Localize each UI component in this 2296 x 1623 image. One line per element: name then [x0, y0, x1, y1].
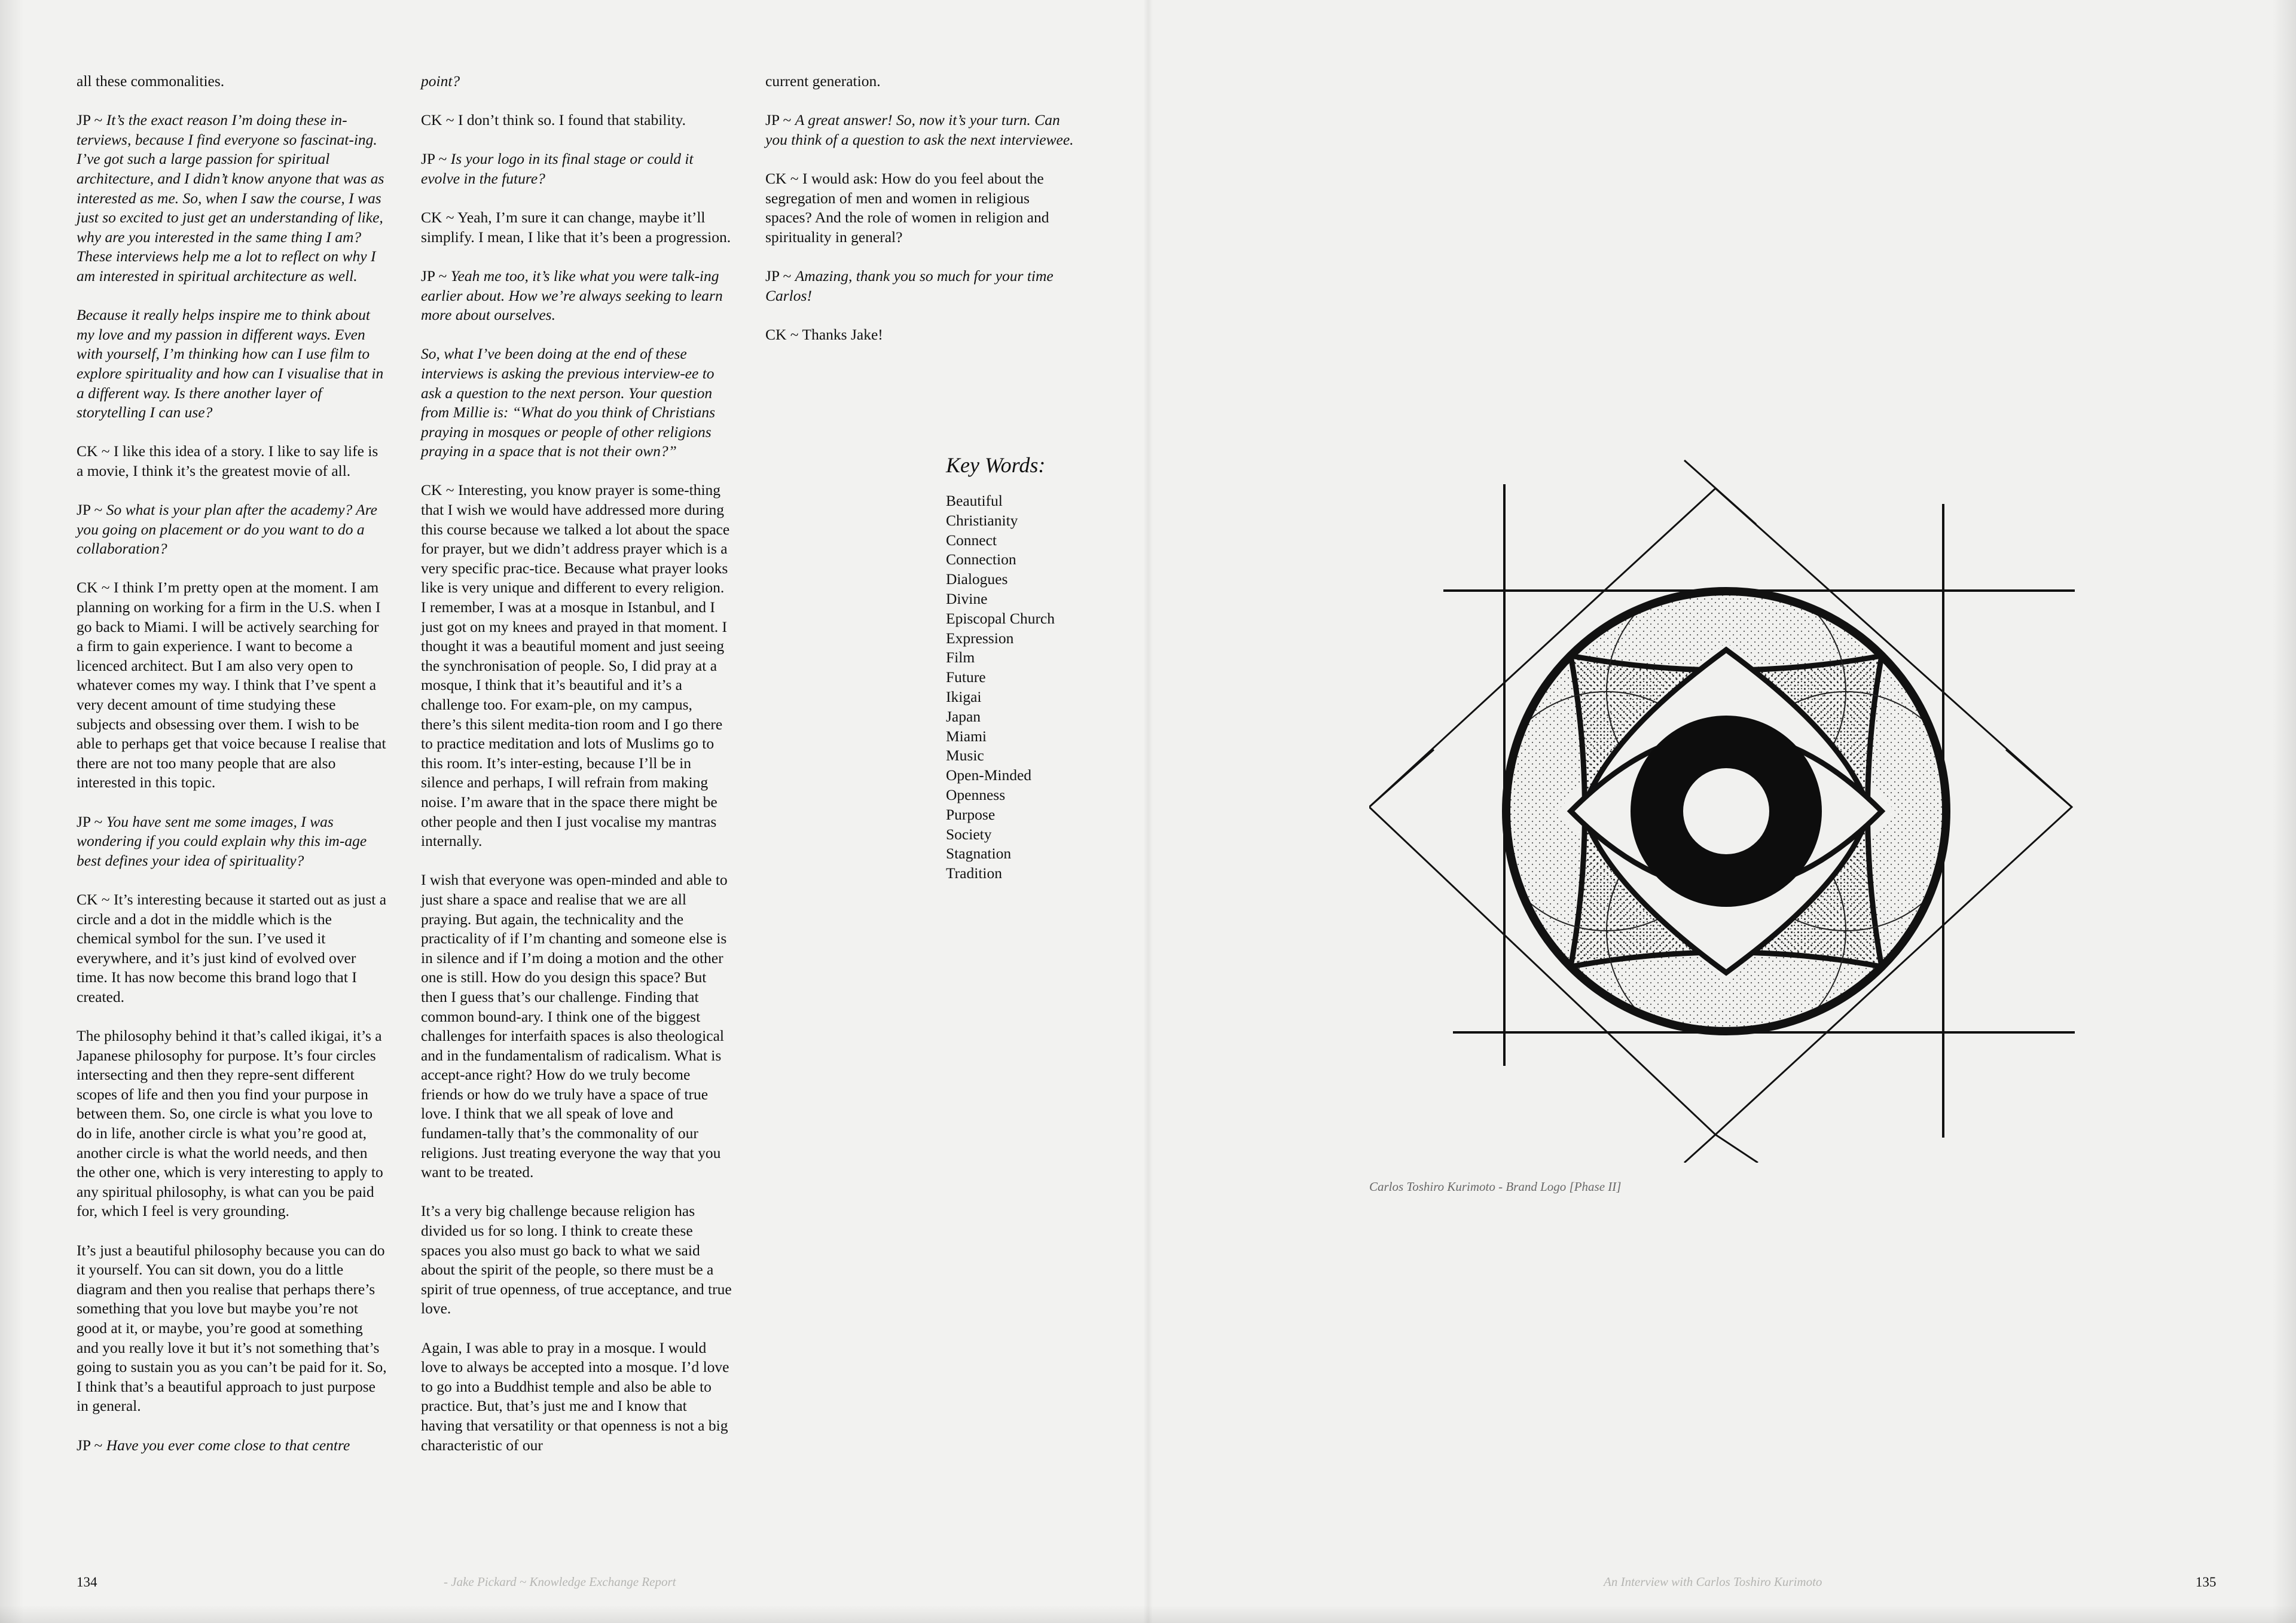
text-column-2	[421, 72, 732, 1455]
speaker-label: JP ~	[77, 812, 106, 830]
paragraph: CK ~ I think I’m pretty open at the moment. I am planning on working for a firm in the U.S. when I go back to Miami. I will be actively searching for a firm to gain experience. I want to become a licenced architect. But I am also very open to whatever comes my way. I think that I’ve spent a very decent amount of time studying these subjects and obsessing over them. I wish to be able to perhaps get that voice because I realise that there are not too many people that are also interested in this topic.	[77, 579, 386, 791]
interviewer-text: So, what I’ve been doing at the end of these interviews is asking the previous interview-ee to ask a question to the next person. Your question from Millie is: “What do you think of Christians praying in mosques or people of other religions praying in a space that is not their own?”	[421, 345, 716, 460]
paragraph: CK ~ Yeah, I’m sure it can change, maybe it’ll simplify. I mean, I like that it’s been a progression.	[421, 209, 731, 246]
keyword-item: Connection	[946, 551, 1016, 568]
paragraph: I remember, I was at a mosque in Istanbul, and I just got on my knees and prayed in that moment. I thought it was a beautiful moment and just seeing the synchronisation of people. So, I did pray at a mosque, I think that it’s beautiful and it’s a challenge too. For exam-ple, on my campus, there’s this silent medita-tion room and I go there to practice meditation and lots of Muslims go to this room. It’s inter-esting, because I’ll be in silence and perhaps, I will refrain from making noise. I’m aware that in the space there might be other people and then I just vocalise my mantras internally.	[421, 598, 728, 850]
paragraph	[77, 1436, 387, 1456]
page-edge-bottom	[0, 1605, 2296, 1623]
speaker-label: JP ~	[77, 1436, 106, 1454]
interviewer-text: Amazing, thank you so much for your time Carlos!	[765, 267, 1054, 304]
interviewer-text: It’s the exact reason I’m doing these in-terviews, because I find everyone so fascinat-ing. I’ve got such a large passion for spiritual architecture, and I didn’t know anyone that was as interested as me. So, when I saw the course, I was just so excited to just get an understanding of like, why are you interested in the same thing I am? These interviews help me a lot to reflect on why I am interested in spiritual architecture as well.	[77, 111, 384, 285]
page-edge-left	[0, 0, 24, 1623]
paragraph	[77, 111, 387, 286]
page-edge-right	[2272, 0, 2296, 1623]
interviewer-text: point?	[421, 72, 460, 90]
paragraph	[421, 267, 732, 325]
paragraph	[765, 111, 1076, 149]
keyword-item: Stagnation	[946, 845, 1012, 863]
keyword-item: Beautiful	[946, 492, 1003, 509]
paragraph: all these commonalities.	[77, 72, 225, 90]
keyword-item: Divine	[946, 589, 988, 607]
keywords-panel	[946, 452, 1149, 884]
interviewer-text: Because it really helps inspire me to think about my love and my passion in different ways. Even with yourself, I’m thinking how can I use film to explore spirituality and how can I visualise that in a different way. Is there another layer of storytelling I can use?	[77, 306, 384, 421]
paragraph	[765, 267, 1076, 305]
keywords-list	[946, 491, 1149, 884]
paragraph: CK ~ Interesting, you know prayer is some-thing that I wish we would have addressed more during this course because we talked a lot about the space for prayer, but we didn’t address prayer which is a very specific prac-tice. Because what prayer looks like is very unique and different to every religion.	[421, 481, 730, 597]
interviewer-text: A great answer! So, now it’s your turn. Can you think of a question to ask the next interviewee.	[765, 111, 1074, 148]
running-footer-right: An Interview with Carlos Toshiro Kurimoto	[1604, 1575, 1822, 1589]
keyword-item: Miami	[946, 727, 987, 745]
speaker-label: JP ~	[765, 111, 795, 129]
interviewer-text: You have sent me some images, I was wondering if you could explain why this im-age best defines your idea of spirituality?	[77, 812, 367, 869]
paragraph: current generation.	[765, 72, 881, 90]
keyword-item: Dialogues	[946, 570, 1008, 588]
keywords-title: Key Words:	[946, 453, 1046, 477]
keyword-item: Society	[946, 825, 992, 843]
paragraph: CK ~ Thanks Jake!	[765, 325, 883, 343]
paragraph: I wish that everyone was open-minded and able to just share a space and realise that we are all praying. But again, the technicality and the practicality of if I’m chanting and someone else is in silence and if I’m doing a motion and the other one is still. How do you design this space? But then I guess that’s our challenge. Finding that common bound-ary. I think one of the biggest challenges for interfaith spaces is also theological and in the fundamentalism of radicalism. What is accept-ance right? How do we truly become friends or how do we truly have a space of true love. I think that we all speak of love and fundamen-tally that’s the commonality of our religions. Just treating everyone the way that you want to be treated.	[421, 871, 728, 1181]
figure-caption: Carlos Toshiro Kurimoto - Brand Logo [Phase II]	[1369, 1179, 1622, 1194]
keyword-item: Openness	[946, 785, 1006, 803]
paragraph: It’s a very big challenge because religion has divided us for so long. I think to create these spaces you also must go back to what we said about the spirit of the people, so there must be a spirit of true openness, of true acceptance, and true love.	[421, 1202, 732, 1318]
brand-logo-figure	[1369, 457, 2075, 1163]
paragraph: It’s just a beautiful philosophy because you can do it yourself. You can sit down, you do a little diagram and then you realise that perhaps there’s something that you love but maybe you’re not good at it, or maybe, you’re good at something and you really love it but it’s not something that’s going to sustain you as you can’t be paid for it. So, I think that’s a beautiful approach to just purpose in general.	[77, 1241, 387, 1415]
interviewer-text: Have you ever come close to that centre	[106, 1436, 350, 1454]
running-footer-left: - Jake Pickard ~ Knowledge Exchange Report	[444, 1575, 676, 1589]
speaker-label: JP ~	[77, 111, 106, 129]
keyword-item: Christianity	[946, 511, 1018, 529]
keyword-item: Ikigai	[946, 687, 982, 705]
keyword-item: Expression	[946, 629, 1014, 647]
paragraph: Again, I was able to pray in a mosque. I would love to always be accepted into a mosque. I’d love to go into a Buddhist temple and also be able to practice. But, that’s just me and I know that having that versatility or that openness is not a big characteristic of our	[421, 1338, 729, 1454]
paragraph: The philosophy behind it that’s called ikigai, it’s a Japanese philosophy for purpose. It’s four circles intersecting and then they repre-sent different scopes of life and then you find your purpose in between them. So, one circle is what you love to do in life, another circle is what you’re good at, another circle is what the world needs, and then the other one, which is very interesting to apply to any spiritual philosophy, is what can you be paid for, which I feel is very grounding.	[77, 1027, 383, 1220]
keyword-item: Tradition	[946, 864, 1002, 882]
keyword-item: Connect	[946, 531, 997, 549]
text-column-1	[77, 72, 387, 1455]
paragraph: CK ~ I would ask: How do you feel about the segregation of men and women in religious spaces? And the role of women in religion and spirituality in general?	[765, 169, 1049, 246]
speaker-label: JP ~	[765, 267, 795, 285]
text-column-3	[765, 72, 1076, 364]
paragraph	[77, 500, 387, 559]
paragraph	[77, 812, 387, 871]
keyword-item: Japan	[946, 707, 981, 725]
speaker-label: JP ~	[77, 501, 106, 519]
brand-logo-eye-icon	[1369, 457, 2075, 1163]
keyword-item: Episcopal Church	[946, 609, 1055, 627]
page-number-right: 135	[2196, 1575, 2216, 1590]
interviewer-text: So what is your plan after the academy? Are you going on placement or do you want to do a collaboration?	[77, 501, 377, 558]
keyword-item: Film	[946, 649, 975, 667]
keyword-item: Purpose	[946, 805, 996, 823]
interviewer-text: Yeah me too, it’s like what you were talk-ing earlier about. How we’re always seeking to learn more about ourselves.	[421, 267, 723, 324]
paragraph	[421, 149, 732, 188]
paragraph: CK ~ It’s interesting because it started out as just a circle and a dot in the middle which is the chemical symbol for the sun. I’ve used it everywhere, and it’s just kind of evolved over time. It has now become this brand logo that I created.	[77, 890, 387, 1005]
paragraph: CK ~ I don’t think so. I found that stability.	[421, 111, 686, 129]
speaker-label: JP ~	[421, 267, 451, 285]
interviewer-text: Is your logo in its final stage or could it evolve in the future?	[421, 150, 694, 187]
keyword-item: Music	[946, 747, 984, 765]
keyword-item: Open-Minded	[946, 766, 1032, 784]
keyword-item: Future	[946, 668, 986, 686]
page-number-left: 134	[77, 1575, 97, 1590]
paragraph: CK ~ I like this idea of a story. I like to say life is a movie, I think it’s the greatest movie of all.	[77, 442, 378, 479]
speaker-label: JP ~	[421, 150, 451, 168]
